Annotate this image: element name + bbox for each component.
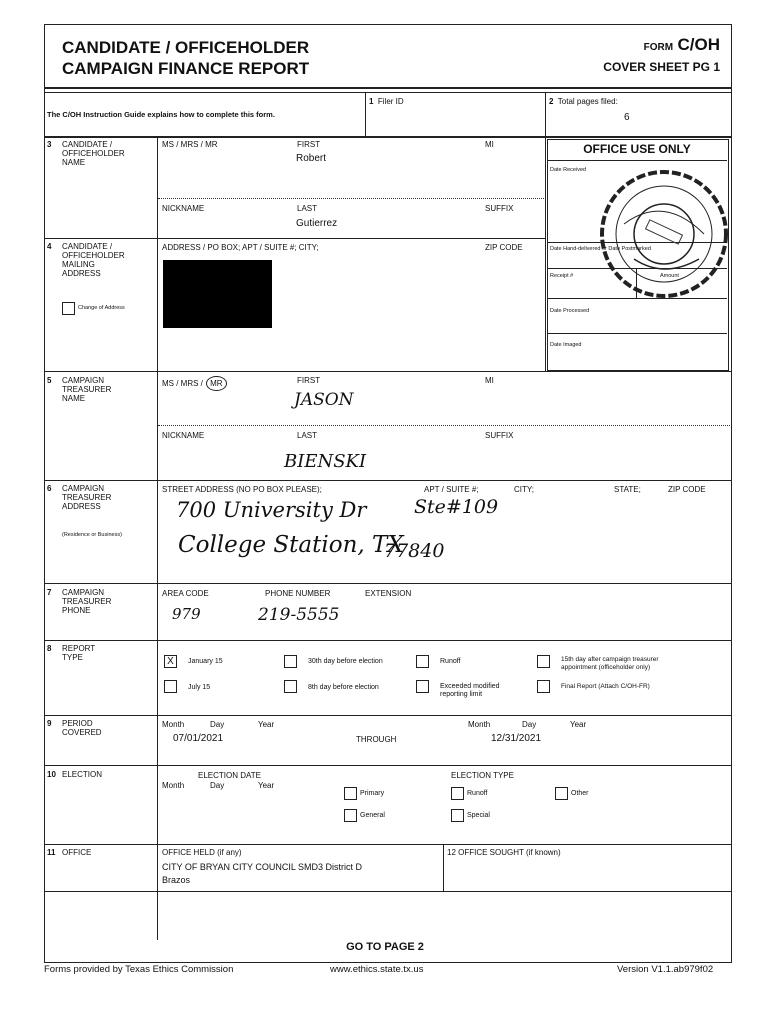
last-name-label: LAST (297, 204, 318, 213)
15th-day-label: 15th day after campaign treasurer appointment (officeholder only) (561, 656, 659, 671)
treasurer-phone-number[interactable]: 219-5555 (258, 605, 340, 625)
primary-checkbox[interactable] (344, 787, 357, 800)
january-15-label: January 15 (188, 658, 223, 665)
form-code (560, 35, 720, 55)
first-name-label: FIRST (297, 140, 321, 149)
period-from-date[interactable]: 07/01/2021 (173, 733, 224, 744)
30th-day-label: 30th day before election (308, 658, 383, 665)
mi-label: MI (485, 140, 494, 149)
runoff-report-checkbox[interactable] (416, 655, 429, 668)
office-held-value-2[interactable]: Brazos (162, 875, 191, 885)
divider (545, 92, 546, 137)
other-label: Other (571, 790, 589, 797)
apt-suite-label: APT / SUITE #; (424, 485, 479, 494)
section-7-label: CAMPAIGN TREASURER PHONE (62, 588, 112, 615)
treasurer-street[interactable]: 700 University Dr (176, 498, 367, 522)
candidate-last-name[interactable]: Gutierrez (296, 218, 338, 229)
treasurer-mi-label: MI (485, 376, 494, 385)
through-label: THROUGH (356, 735, 397, 744)
special-label: Special (467, 812, 490, 819)
form-code-value: C/OH (677, 35, 720, 54)
divider (548, 160, 727, 161)
treasurer-apt-suite[interactable]: Ste#109 (414, 496, 499, 518)
suffix-label: SUFFIX (485, 204, 514, 213)
other-checkbox[interactable] (555, 787, 568, 800)
section-3-number: 3 (47, 140, 52, 149)
final-report-label: Final Report (Attach C/OH-FR) (561, 683, 650, 690)
city-label: CITY; (514, 485, 534, 494)
zip-code-label: ZIP CODE (485, 243, 523, 252)
section-10-label: ELECTION (62, 770, 103, 779)
title-line-1: CANDIDATE / OFFICEHOLDER (62, 38, 310, 57)
election-runoff-label: Runoff (467, 790, 488, 797)
form-word: FORM (643, 42, 674, 53)
date-received-label: Date Received (550, 167, 587, 173)
divider (443, 844, 444, 891)
area-code-label: AREA CODE (162, 589, 209, 598)
section-6-label: CAMPAIGN TREASURER ADDRESS (62, 484, 112, 511)
treasurer-nickname-label: NICKNAME (162, 431, 205, 440)
filer-id-label: 1 Filer ID (369, 97, 404, 106)
from-month-label: Month (162, 720, 185, 729)
total-pages-label: 2 Total pages filed: (549, 97, 618, 106)
received-stamp-graphic (594, 164, 734, 304)
election-year-label: Year (258, 781, 275, 790)
header-divider (45, 87, 731, 89)
divider (45, 765, 731, 766)
election-month-label: Month (162, 781, 185, 790)
election-runoff-checkbox[interactable] (451, 787, 464, 800)
section-4-number: 4 (47, 242, 52, 251)
election-date-title: ELECTION DATE (198, 771, 261, 780)
15th-day-checkbox[interactable] (537, 655, 550, 668)
dotted-divider (158, 425, 730, 426)
divider (548, 333, 727, 334)
treasurer-last-name[interactable]: BIENSKI (284, 451, 367, 472)
divider (45, 844, 731, 845)
exceeded-limit-label: Exceeded modified reporting limit (440, 683, 500, 698)
section-7-number: 7 (47, 588, 52, 597)
change-of-address-label: Change of Address (78, 305, 125, 311)
section-4-label: CANDIDATE / OFFICEHOLDER MAILING ADDRESS (62, 242, 125, 278)
divider (45, 715, 731, 716)
section-9-label: PERIOD COVERED (62, 719, 102, 737)
treasurer-zip-label: ZIP CODE (668, 485, 706, 494)
nickname-label: NICKNAME (162, 204, 205, 213)
runoff-report-label: Runoff (440, 658, 461, 665)
street-address-label: STREET ADDRESS (NO PO BOX PLEASE); (162, 485, 322, 494)
july-15-checkbox[interactable] (164, 680, 177, 693)
state-label: STATE; (614, 485, 641, 494)
treasurer-last-label: LAST (297, 431, 318, 440)
divider (45, 136, 731, 138)
from-day-label: Day (210, 720, 225, 729)
change-of-address-checkbox[interactable] (62, 302, 75, 315)
address-label: ADDRESS / PO BOX; APT / SUITE #; CITY; (162, 243, 319, 252)
section-8-number: 8 (47, 644, 52, 653)
section-3-label: CANDIDATE / OFFICEHOLDER NAME (62, 140, 125, 167)
divider (45, 480, 731, 481)
section-9-number: 9 (47, 719, 52, 728)
final-report-checkbox[interactable] (537, 680, 550, 693)
divider (45, 583, 731, 584)
version-text: Version V1.1.ab979f02 (617, 964, 714, 975)
treasurer-suffix-label: SUFFIX (485, 431, 514, 440)
divider (545, 137, 546, 371)
general-label: General (360, 812, 385, 819)
8th-day-label: 8th day before election (308, 684, 379, 691)
section-11-number: 11 (47, 848, 56, 857)
primary-label: Primary (360, 790, 385, 797)
treasurer-zip[interactable]: 77840 (384, 540, 445, 562)
from-year-label: Year (258, 720, 275, 729)
treasurer-first-name[interactable]: JASON (294, 390, 354, 410)
title-label: MS / MRS / MR (162, 140, 218, 149)
date-imaged-label: Date Imaged (550, 342, 582, 348)
section-6-number: 6 (47, 484, 52, 493)
special-checkbox[interactable] (451, 809, 464, 822)
section-5-label: CAMPAIGN TREASURER NAME (62, 376, 112, 403)
dotted-divider (158, 198, 544, 199)
forms-provided-text: Forms provided by Texas Ethics Commission (44, 964, 234, 975)
date-hand-delivered-label: Date Hand-delivered or Date Postmarked (550, 246, 651, 252)
office-held-label: OFFICE HELD (if any) (162, 848, 242, 857)
july-15-label: July 15 (188, 684, 211, 691)
title-line-2: CAMPAIGN FINANCE REPORT (62, 59, 310, 78)
form-title (62, 37, 309, 79)
treasurer-area-code[interactable]: 979 (172, 605, 201, 623)
extension-label: EXTENSION (365, 589, 412, 598)
redacted-address-block (163, 260, 272, 328)
divider (365, 92, 366, 137)
section-6-sublabel: (Residence or Business) (62, 532, 122, 538)
receipt-label: Receipt # (550, 273, 574, 279)
section-11-label: OFFICE (62, 848, 92, 857)
office-held-value-1[interactable]: CITY OF BRYAN CITY COUNCIL SMD3 District D (162, 862, 363, 872)
election-day-label: Day (210, 781, 225, 790)
header-divider-thin (45, 92, 731, 93)
amount-label: Amount (660, 273, 679, 279)
phone-number-label: PHONE NUMBER (265, 589, 331, 598)
office-sought-label: 12 OFFICE SOUGHT (if known) (447, 848, 561, 857)
to-month-label: Month (468, 720, 491, 729)
treasurer-first-label: FIRST (297, 376, 321, 385)
cover-sheet-label: COVER SHEET PG 1 (603, 60, 720, 74)
to-day-label: Day (522, 720, 537, 729)
general-checkbox[interactable] (344, 809, 357, 822)
exceeded-limit-checkbox[interactable] (416, 680, 429, 693)
section-10-number: 10 (47, 770, 56, 779)
instruction-text: The C/OH Instruction Guide explains how to complete this form. (47, 110, 275, 119)
date-processed-label: Date Processed (550, 308, 590, 314)
period-to-date[interactable]: 12/31/2021 (491, 733, 542, 744)
divider (45, 238, 545, 239)
section-5-number: 5 (47, 376, 52, 385)
divider (45, 640, 731, 641)
label-column-divider (157, 137, 158, 940)
divider (45, 891, 731, 892)
ethics-url[interactable]: www.ethics.state.tx.us (330, 964, 424, 975)
candidate-first-name[interactable]: Robert (296, 153, 327, 164)
election-type-title: ELECTION TYPE (451, 771, 514, 780)
section-8-label: REPORT TYPE (62, 644, 96, 662)
mr-circled[interactable]: MR (206, 376, 226, 391)
8th-day-checkbox[interactable] (284, 680, 297, 693)
to-year-label: Year (570, 720, 587, 729)
january-15-checkbox[interactable]: X (164, 655, 177, 668)
office-use-title: OFFICE USE ONLY (583, 142, 691, 156)
total-pages-value[interactable]: 6 (624, 112, 630, 123)
divider (45, 371, 731, 372)
30th-day-checkbox[interactable] (284, 655, 297, 668)
treasurer-city-state[interactable]: College Station, TX (178, 532, 404, 558)
go-to-page-2: GO TO PAGE 2 (346, 941, 424, 953)
treasurer-title-label: MS / MRS / MR (162, 376, 227, 391)
